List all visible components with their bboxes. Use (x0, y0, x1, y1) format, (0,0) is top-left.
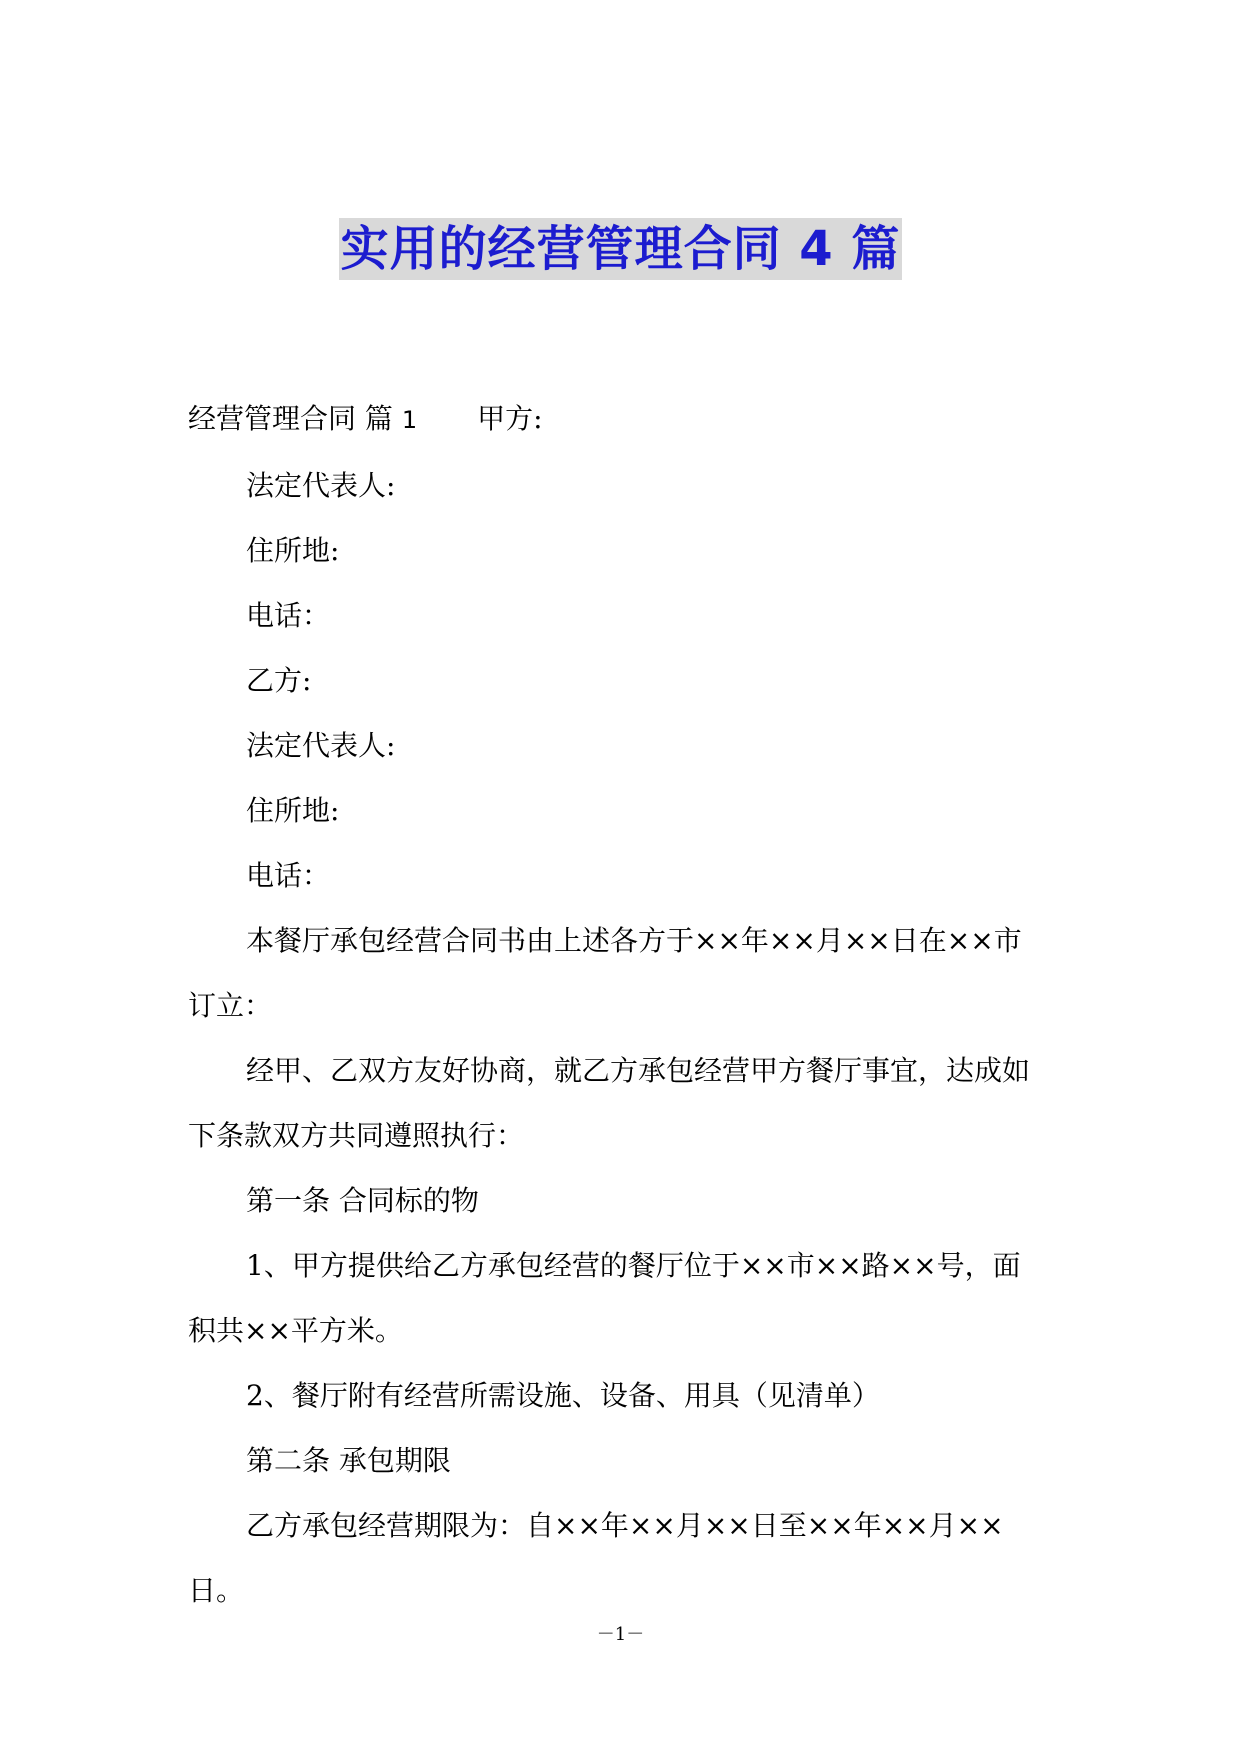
article-one-heading: 第一条 合同标的物 (246, 1184, 479, 1217)
document-title: 实用的经营管理合同 4 篇 (339, 218, 903, 280)
heading-number: 1 (401, 406, 418, 434)
heading-left: 经营管理合同 (188, 402, 357, 435)
paragraph-address-b: 住所地: (246, 794, 340, 827)
paragraph-phone-a: 电话： (246, 599, 331, 632)
first-line (188, 386, 1048, 453)
article-two-term: 乙方承包经营期限为：自××年××月××日至××年××月××日。 (188, 1509, 1004, 1607)
paragraph-legal-rep-b: 法定代表人: (246, 729, 396, 762)
paragraph-phone-b: 电话： (246, 859, 331, 892)
article-one-item-2: 2、餐厅附有经营所需设施、设备、用具（见清单） (246, 1379, 880, 1412)
heading-part: 篇 (364, 402, 393, 435)
paragraph-party-b: 乙方: (246, 664, 312, 697)
paragraph-contract-signing: 本餐厅承包经营合同书由上述各方于××年××月××日在××市订立： (188, 924, 1022, 1022)
party-a-label: 甲方: (477, 402, 543, 435)
document-body (188, 386, 1048, 1623)
title-wrapper (0, 218, 1241, 280)
paragraph-legal-rep-a: 法定代表人: (246, 469, 396, 502)
paragraph-negotiation: 经甲、乙双方友好协商，就乙方承包经营甲方餐厅事宜，达成如下条款双方共同遵照执行： (188, 1054, 1031, 1152)
page-number: －1－ (596, 1624, 645, 1645)
article-one-item-1: 1、甲方提供给乙方承包经营的餐厅位于××市××路××号，面积共××平方米。 (188, 1249, 1021, 1347)
article-two-heading: 第二条 承包期限 (246, 1444, 451, 1477)
paragraph-address-a: 住所地: (246, 534, 340, 567)
